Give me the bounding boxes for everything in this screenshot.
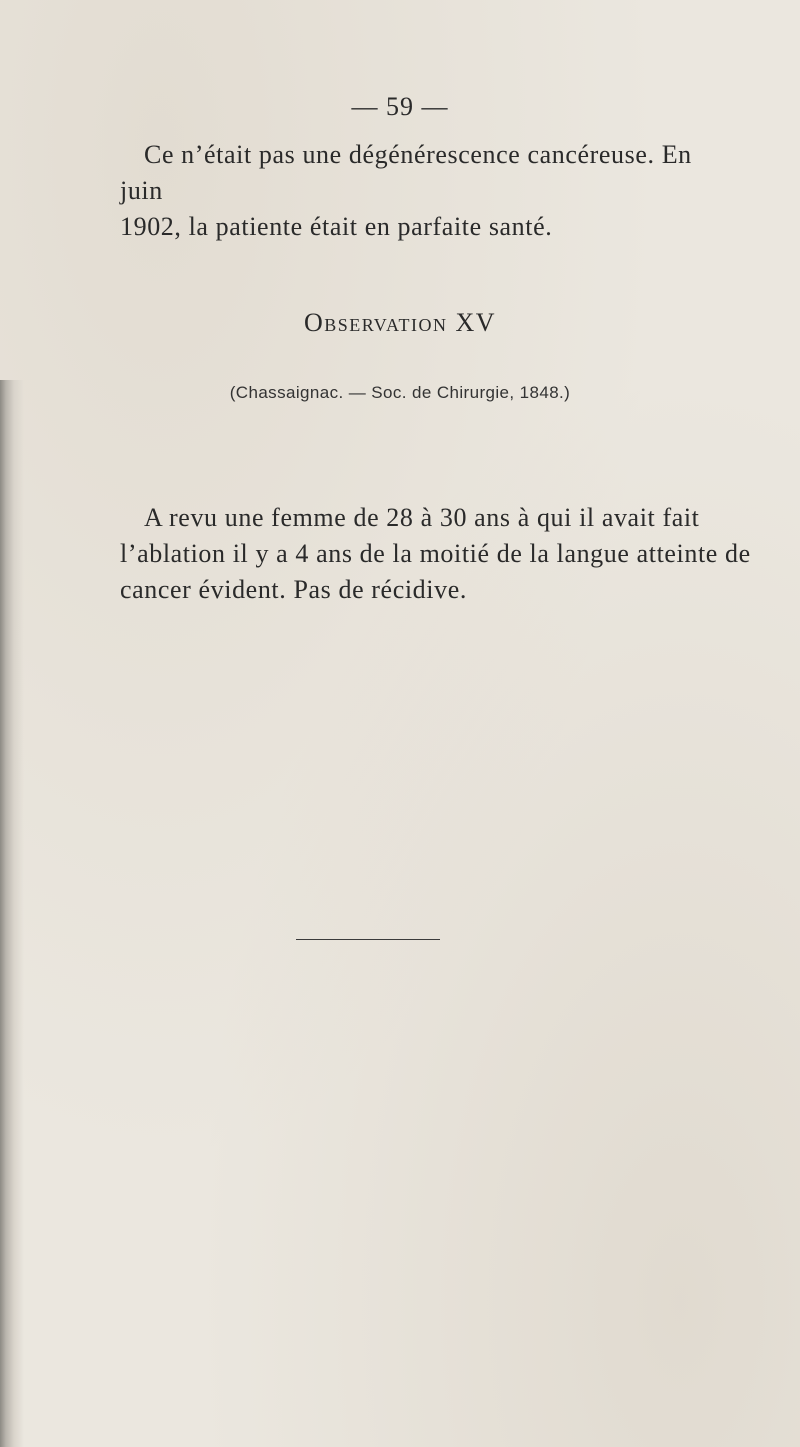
page-edge-shadow xyxy=(0,380,24,1447)
observation-title: Observation XV xyxy=(303,308,497,337)
paragraph-1 xyxy=(120,137,720,245)
paragraph-1-line-2: 1902, la patiente était en parfaite santé. xyxy=(120,212,553,241)
paragraph-2 xyxy=(120,500,751,608)
paragraph-1-line-1: Ce n’était pas une dégénérescence cancéreuse. En juin xyxy=(120,140,692,205)
observation-source: (Chassaignac. — Soc. de Chirurgie, 1848.) xyxy=(229,383,571,402)
page-number: — 59 — xyxy=(351,92,449,121)
paragraph-2-line-3: cancer évident. Pas de récidive. xyxy=(120,575,467,604)
paragraph-2-line-1: A revu une femme de 28 à 30 ans à qui il avait fait xyxy=(144,503,700,532)
section-divider xyxy=(296,939,440,940)
paragraph-2-line-2: l’ablation il y a 4 ans de la moitié de la langue atteinte de xyxy=(120,539,751,568)
